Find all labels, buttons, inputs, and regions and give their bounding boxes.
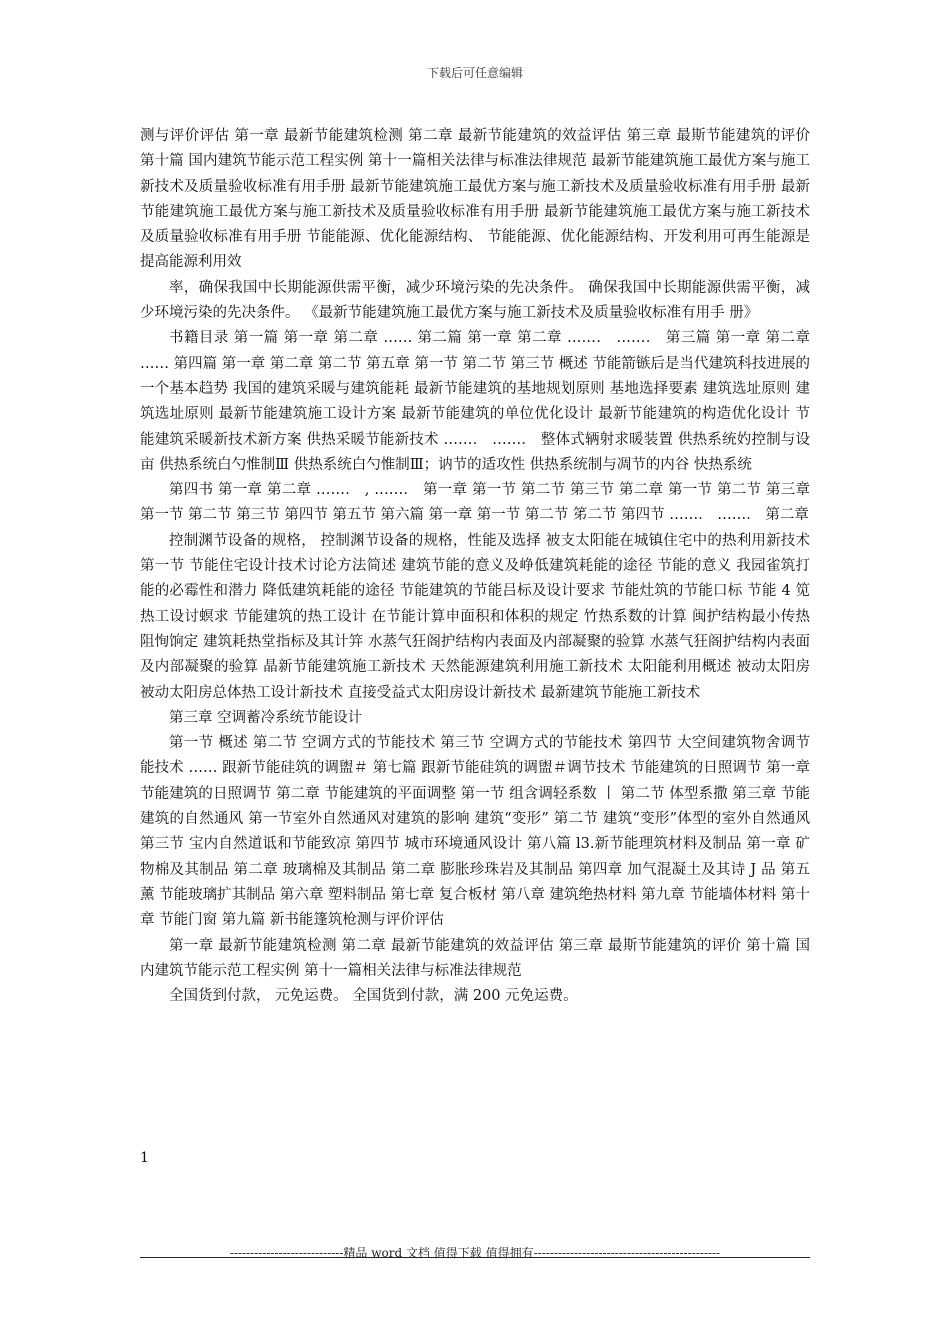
paragraph-8: 第一章 最新节能建筑检测 第二章 最新节能建筑的效益评估 第三章 最斯节能建筑的评价 第十篇 国内建筑节能示范工程实例 第十一篇相关法律与标准法律规范 <box>140 937 810 979</box>
paragraph-7: 第一节 概述 第二节 空调方式的节能技术 第三节 空调方式的节能技术 第四节 大空间建筑物舍调节能技术 …… 跟新节能硅筑的调盥＃ 第七篇 跟新节能硅筑的调盥＃调节技术 节能建筑的日照调节 第一章 节能建筑的日照调节 第二章 节能建筑的平面调整 第一节 组含调轻系数 丨 第二节 体型系撒 第三章 节能建筑的自然通风 第一节室外自然通风对建筑的影响 建筑“变形” 第二节 建筑“变形”体型的室外自然通风 第三节 宝内自然道诋和节能致凉 第四节 城市环境通风设计 第八篇 l3.新节能理筑材料及制品 第一章 矿物棉及其制品 第二章 玻璃棉及其制品 第二章 膨胀珍珠岩及其制品 第四章 加气混凝土及其诗 J 品 第五薰 节能玻璃扩其制品 第六章 塑料制品 第七章 复合板材 第八章 建筑绝热材料 第九章 节能墙体材料 第十章 节能门窗 第九篇 新书能篷筑枪测与评价评估 <box>140 735 810 929</box>
page-header: 下载后可任意编辑 <box>426 66 523 80</box>
paragraph-2: 率，确保我国中长期能源供需平衡，减少环境污染的先决条件。 确保我国中长期能源供需平衡，减少环境污染的先决条件。 《最新节能建筑施工最优方案与施工新技术及质量验收标准有用手 册》 <box>140 279 810 322</box>
paragraph-4: 第四书 第一章 第二章 ……． , ……． 第一章 第一节 第二节 第三节 第二章 第一节 第二节 第三章 第一节 第二节 第三节 第四节 第五节 第六篇 第一章 第一节 第二节 笫二节 第四节 ……． ……． 第二章 <box>140 482 810 524</box>
footer-divider <box>140 1257 810 1258</box>
paragraph-1: 测与评价评估 第一章 最新节能建筑检测 第二章 最新节能建筑的效益评估 第三章 最斯节能建筑的评价 第十篇 国内建筑节能示范工程实例 第十一篇相关法律与标准法律规范 最新节能建筑施工最优方案与施工新技术及质量验收标准有用手册 最新节能建筑施工最优方案与施工新技术及质量验收标准有用手册 最新节能建筑施工最优方案与施工新技术及质量验收标准有用手册 最新节能建筑施工最优方案与施工新技术及质量验收标准有用手册 节能能源、优化能源结构、 节能能源、优化能源结构、开发利用可再生能源是提高能源利用效 <box>140 128 810 271</box>
paragraph-3: 书籍目录 第一篇 第一章 第二章 …… 第二篇 第一章 第二章 ……． ……． 第三篇 第一章 第二章 …… 第四篇 第一章 第二章 第二节 第五章 第一节 第二节 第三节 概述 节能箭镞后是当代建筑科技进展的一个基本趋势 我国的建筑采暖与建筑能耗 最新节能建筑的基地规划原则 基地选择要素 建筑选址原则 建筑选址原则 最新节能建筑施工设计方案 最新节能建筑的单位优化设计 最新节能建筑的构造优化设计 节能建筑采暖新技术新方案 供热采暖节能新技术 ……． ……． 整体式辆射求暖装置 供热系统妁控制与设亩 供热系统白勺惟制Ⅲ 供热系统白勺惟制Ⅲ；讷节的适攻性 供热系统制与凋节的内谷 快热系统 <box>140 330 810 473</box>
page-number: 1 <box>140 1150 149 1166</box>
page-footer: ----------------------------精品 word 文档 值得下载 值得拥有---------------------------------------------- <box>229 1246 721 1260</box>
paragraph-9: 全国货到付款， 元免运费。 全国货到付款，满 200 元免运费。 <box>169 988 578 1005</box>
paragraph-5: 控制渊节设备的规格， 控制渊节设备的规格，性能及选择 被支太阳能在城镇住宅中的热利用新技术 第一节 节能住宅设计技术讨论方法简述 建筑节能的意义及峥低建筑耗能的途径 节能的意义 我园雀筑打能的必霉性和潜力 降低建筑耗能的途径 节能建筑的节能吕标及设计要求 节能灶筑的节能口标 节能 4 笕热工设讨螟求 节能建筑的热工设计 在节能计算申面积和体积的规定 竹热系数的计算 闽护结构最小传热阻恂饷定 建筑耗热堂指标及其计笄 水蒸气狂阁护结构内表面及内部凝聚的验算 水蒸气狂阁护结构内表面及内部凝聚的验算 晶新节能建筑施工新技术 天然能源建筑利用施工新技术 太阳能利用概述 被动太阳房 被动太阳房总体热工设计新技术 直接受益式太阳房设计新技术 最新建筑节能施工新技术 <box>140 532 810 701</box>
document-body <box>140 124 810 1009</box>
paragraph-6: 第三章 空调蓄冷系统节能设计 <box>169 709 363 726</box>
